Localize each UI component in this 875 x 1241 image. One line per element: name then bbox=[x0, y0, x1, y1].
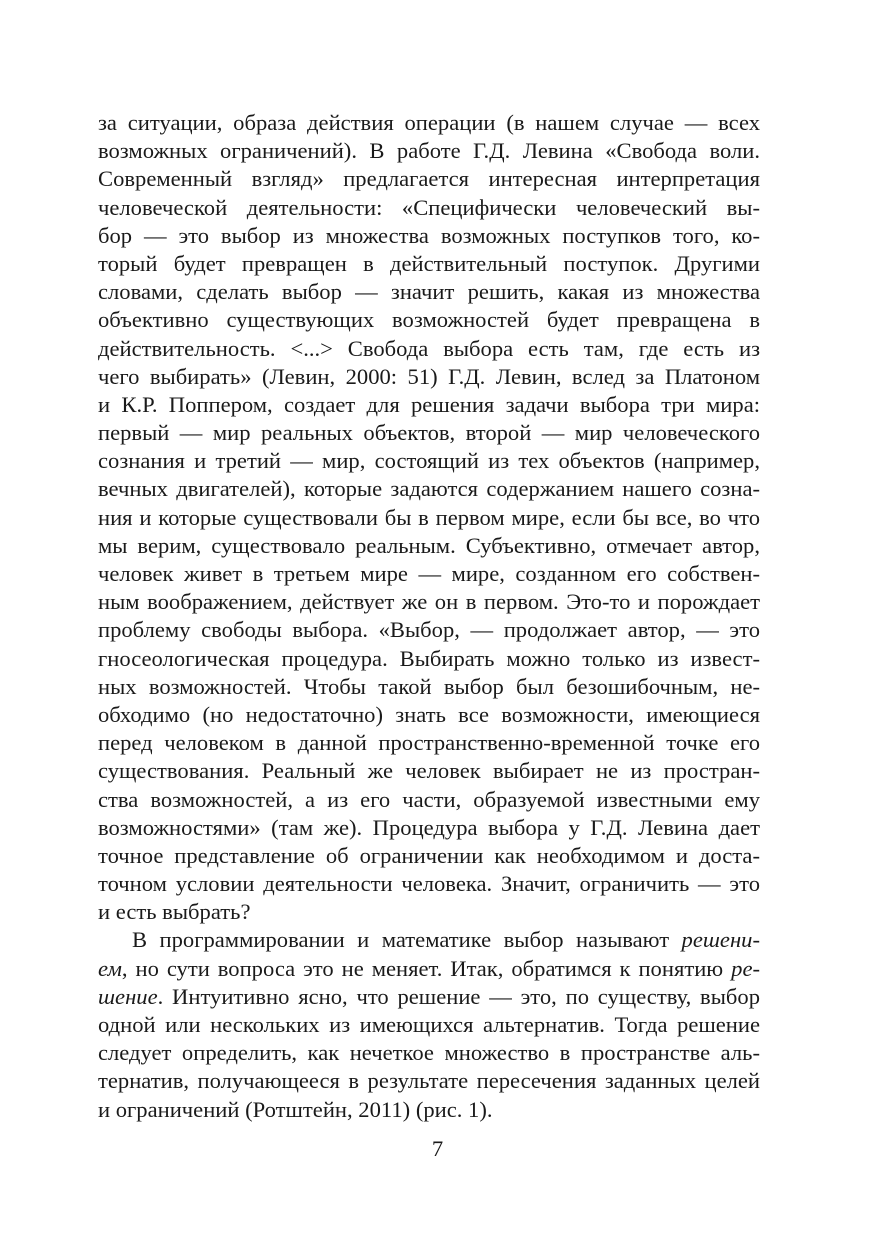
text-line: гносеологическая процедура. Выбирать можно только из извест- bbox=[98, 645, 760, 671]
text-line: тернатив, получающееся в результате пересечения заданных целей bbox=[98, 1068, 760, 1094]
text-line: объективно существующих возможностей будет превращена в bbox=[98, 307, 760, 333]
text-line: человек живет в третьем мире — мире, созданном его собствен- bbox=[98, 561, 760, 586]
text-run: В программировании и математике выбор называют bbox=[132, 927, 682, 953]
text-line: мы верим, существовало реальным. Субъективно, отмечает автор, bbox=[98, 532, 760, 558]
text-line bbox=[98, 983, 760, 1011]
text-line: первый — мир реальных объектов, второй — мир человеческого bbox=[98, 420, 760, 446]
text-line: ства возможностей, а из его части, образуемой известными ему bbox=[98, 786, 760, 812]
text-line bbox=[98, 955, 760, 983]
italic-term: ем bbox=[98, 955, 122, 981]
text-line: одной или нескольких из имеющихся альтернатив. Тогда решение bbox=[98, 1012, 760, 1037]
text-line: и К.Р. Поппером, создает для решения задачи выбора три мира: bbox=[98, 391, 760, 417]
text-line: обходимо (но недостаточно) знать все возможности, имеющиеся bbox=[98, 701, 760, 727]
text-line: возможных ограничений). В работе Г.Д. Левина «Свобода воли. bbox=[98, 138, 760, 164]
text-line: точном условии деятельности человека. Значит, ограничить — это bbox=[98, 871, 760, 897]
text-line: существования. Реальный же человек выбирает не из простран- bbox=[98, 758, 760, 784]
text-line: торый будет превращен в действительный поступок. Другими bbox=[98, 250, 760, 276]
text-line: перед человеком в данной пространственно-временной точке его bbox=[98, 730, 760, 756]
italic-term: решени- bbox=[681, 927, 760, 953]
page-body bbox=[98, 109, 760, 1124]
text-line: бор — это выбор из множества возможных поступков того, ко- bbox=[98, 222, 760, 248]
italic-term: шение bbox=[98, 983, 158, 1009]
italic-term: ре- bbox=[731, 955, 760, 981]
text-line: проблему свободы выбора. «Выбор, — продолжает автор, — это bbox=[98, 617, 760, 643]
page-number: 7 bbox=[431, 1136, 444, 1161]
paragraph-2 bbox=[98, 926, 760, 1123]
text-line: и есть выбрать? bbox=[98, 899, 251, 925]
text-line: точное представление об ограничении как необходимом и доста- bbox=[98, 842, 760, 868]
text-line: словами, сделать выбор — значит решить, какая из множества bbox=[98, 279, 760, 305]
text-run: . Интуитивно ясно, что решение — это, по существу, выбор bbox=[157, 983, 760, 1009]
text-line: действительность. <...> Свобода выбора есть там, где есть из bbox=[98, 335, 760, 361]
text-line bbox=[98, 926, 760, 954]
text-line: сознания и третий — мир, состоящий из тех объектов (например, bbox=[98, 448, 760, 474]
text-line: человеческой деятельности: «Специфически человеческий вы- bbox=[98, 194, 760, 220]
text-line: чего выбирать» (Левин, 2000: 51) Г.Д. Левин, вслед за Платоном bbox=[98, 363, 760, 389]
text-line: Современный взгляд» предлагается интересная интерпретация bbox=[98, 166, 760, 192]
text-line: следует определить, как нечеткое множество в пространстве аль- bbox=[98, 1040, 760, 1066]
text-line: ния и которые существовали бы в первом мире, если бы все, во что bbox=[98, 504, 760, 530]
text-line: за ситуации, образа действия операции (в нашем случае — всех bbox=[98, 110, 760, 135]
text-run: , но сути вопроса это не меняет. Итак, обратимся к понятию bbox=[121, 955, 732, 981]
text-line: и ограничений (Ротштейн, 2011) (рис. 1). bbox=[98, 1096, 493, 1122]
text-line: ным воображением, действует же он в первом. Это-то и порождает bbox=[98, 589, 760, 615]
text-line: вечных двигателей), которые задаются содержанием нашего созна- bbox=[98, 476, 760, 502]
text-line: возможностями» (там же). Процедура выбора у Г.Д. Левина дает bbox=[98, 814, 760, 840]
text-line: ных возможностей. Чтобы такой выбор был безошибочным, не- bbox=[98, 673, 760, 699]
paragraph-1 bbox=[98, 109, 760, 926]
